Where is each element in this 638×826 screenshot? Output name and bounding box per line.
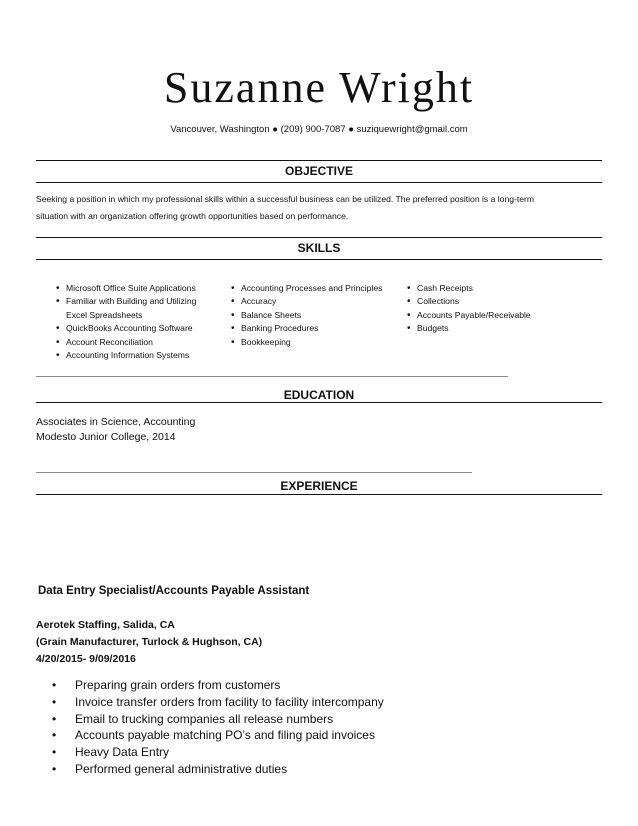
duty-item: • Email to trucking companies all release numbers: [75, 711, 575, 728]
skill-item: • QuickBooks Accounting Software: [66, 322, 236, 335]
skill-item: • Balance Sheets: [241, 309, 421, 322]
candidate-name: Suzanne Wright: [163, 63, 475, 112]
objective-top-rule: [36, 160, 602, 161]
skills-top-rule: [36, 237, 602, 238]
job-dates: 4/20/2015- 9/09/2016: [36, 653, 136, 665]
objective-bottom-rule: [36, 182, 602, 183]
skill-item: • Collections: [417, 295, 587, 308]
skill-item-text: Excel Spreadsheets: [66, 309, 143, 320]
experience-separator-line: [36, 472, 472, 473]
education-entry: [36, 415, 195, 445]
objective-line-2: situation with an organization offering growth opportunities based on performance.: [36, 211, 349, 221]
skill-item: • Accounting Information Systems: [66, 349, 236, 362]
company: Aerotek Staffing, Salida, CA: [36, 619, 175, 631]
experience-heading: EXPERIENCE: [280, 479, 358, 493]
skills-column-1: [52, 282, 236, 362]
skills-column-3: [403, 282, 587, 336]
skill-item: • Budgets: [417, 322, 587, 335]
degree: Associates in Science, Accounting: [36, 416, 196, 428]
education-heading: EDUCATION: [283, 388, 355, 402]
contact-info: Vancouver, Washington ● (209) 900-7087 ● suziquewright@gmail.com: [170, 124, 468, 135]
school: Modesto Junior College, 2014: [36, 431, 176, 443]
job-details: [36, 617, 262, 668]
skill-item: • Microsoft Office Suite Applications: [66, 282, 236, 295]
client: (Grain Manufacturer, Turlock & Hughson, CA): [36, 636, 263, 648]
education-rule: [36, 402, 602, 403]
education-separator-line: [36, 376, 508, 377]
skill-item: • Bookkeeping: [241, 336, 421, 349]
job-title: Data Entry Specialist/Accounts Payable Assistant: [38, 585, 310, 597]
experience-rule: [36, 494, 602, 495]
skill-item: • Accuracy: [241, 295, 421, 308]
objective-line-1: Seeking a position in which my professional skills within a successful business can be utilized. The preferred position is a long-term: [36, 194, 535, 204]
skill-item: • Accounts Payable/Receivable: [417, 309, 587, 322]
skills-heading: SKILLS: [297, 241, 341, 255]
skill-item: • Banking Procedures: [241, 322, 421, 335]
skill-item: • Cash Receipts: [417, 282, 587, 295]
skill-item-continuation: [66, 309, 236, 322]
duty-item: • Performed general administrative duties: [75, 761, 575, 778]
objective-text: [36, 191, 602, 225]
skills-bottom-rule: [36, 259, 602, 260]
skills-column-2: [227, 282, 421, 349]
duty-item: • Preparing grain orders from customers: [75, 677, 575, 694]
duty-item: • Invoice transfer orders from facility to facility intercompany: [75, 694, 575, 711]
objective-heading: OBJECTIVE: [284, 164, 353, 178]
duty-item: • Accounts payable matching PO’s and filing paid invoices: [75, 727, 575, 744]
skill-item: • Account Reconciliation: [66, 336, 236, 349]
duties-list: [50, 677, 575, 778]
skill-item: • Accounting Processes and Principles: [241, 282, 421, 295]
duty-item: • Heavy Data Entry: [75, 744, 575, 761]
skill-item: • Familiar with Building and Utilizing: [66, 295, 236, 308]
